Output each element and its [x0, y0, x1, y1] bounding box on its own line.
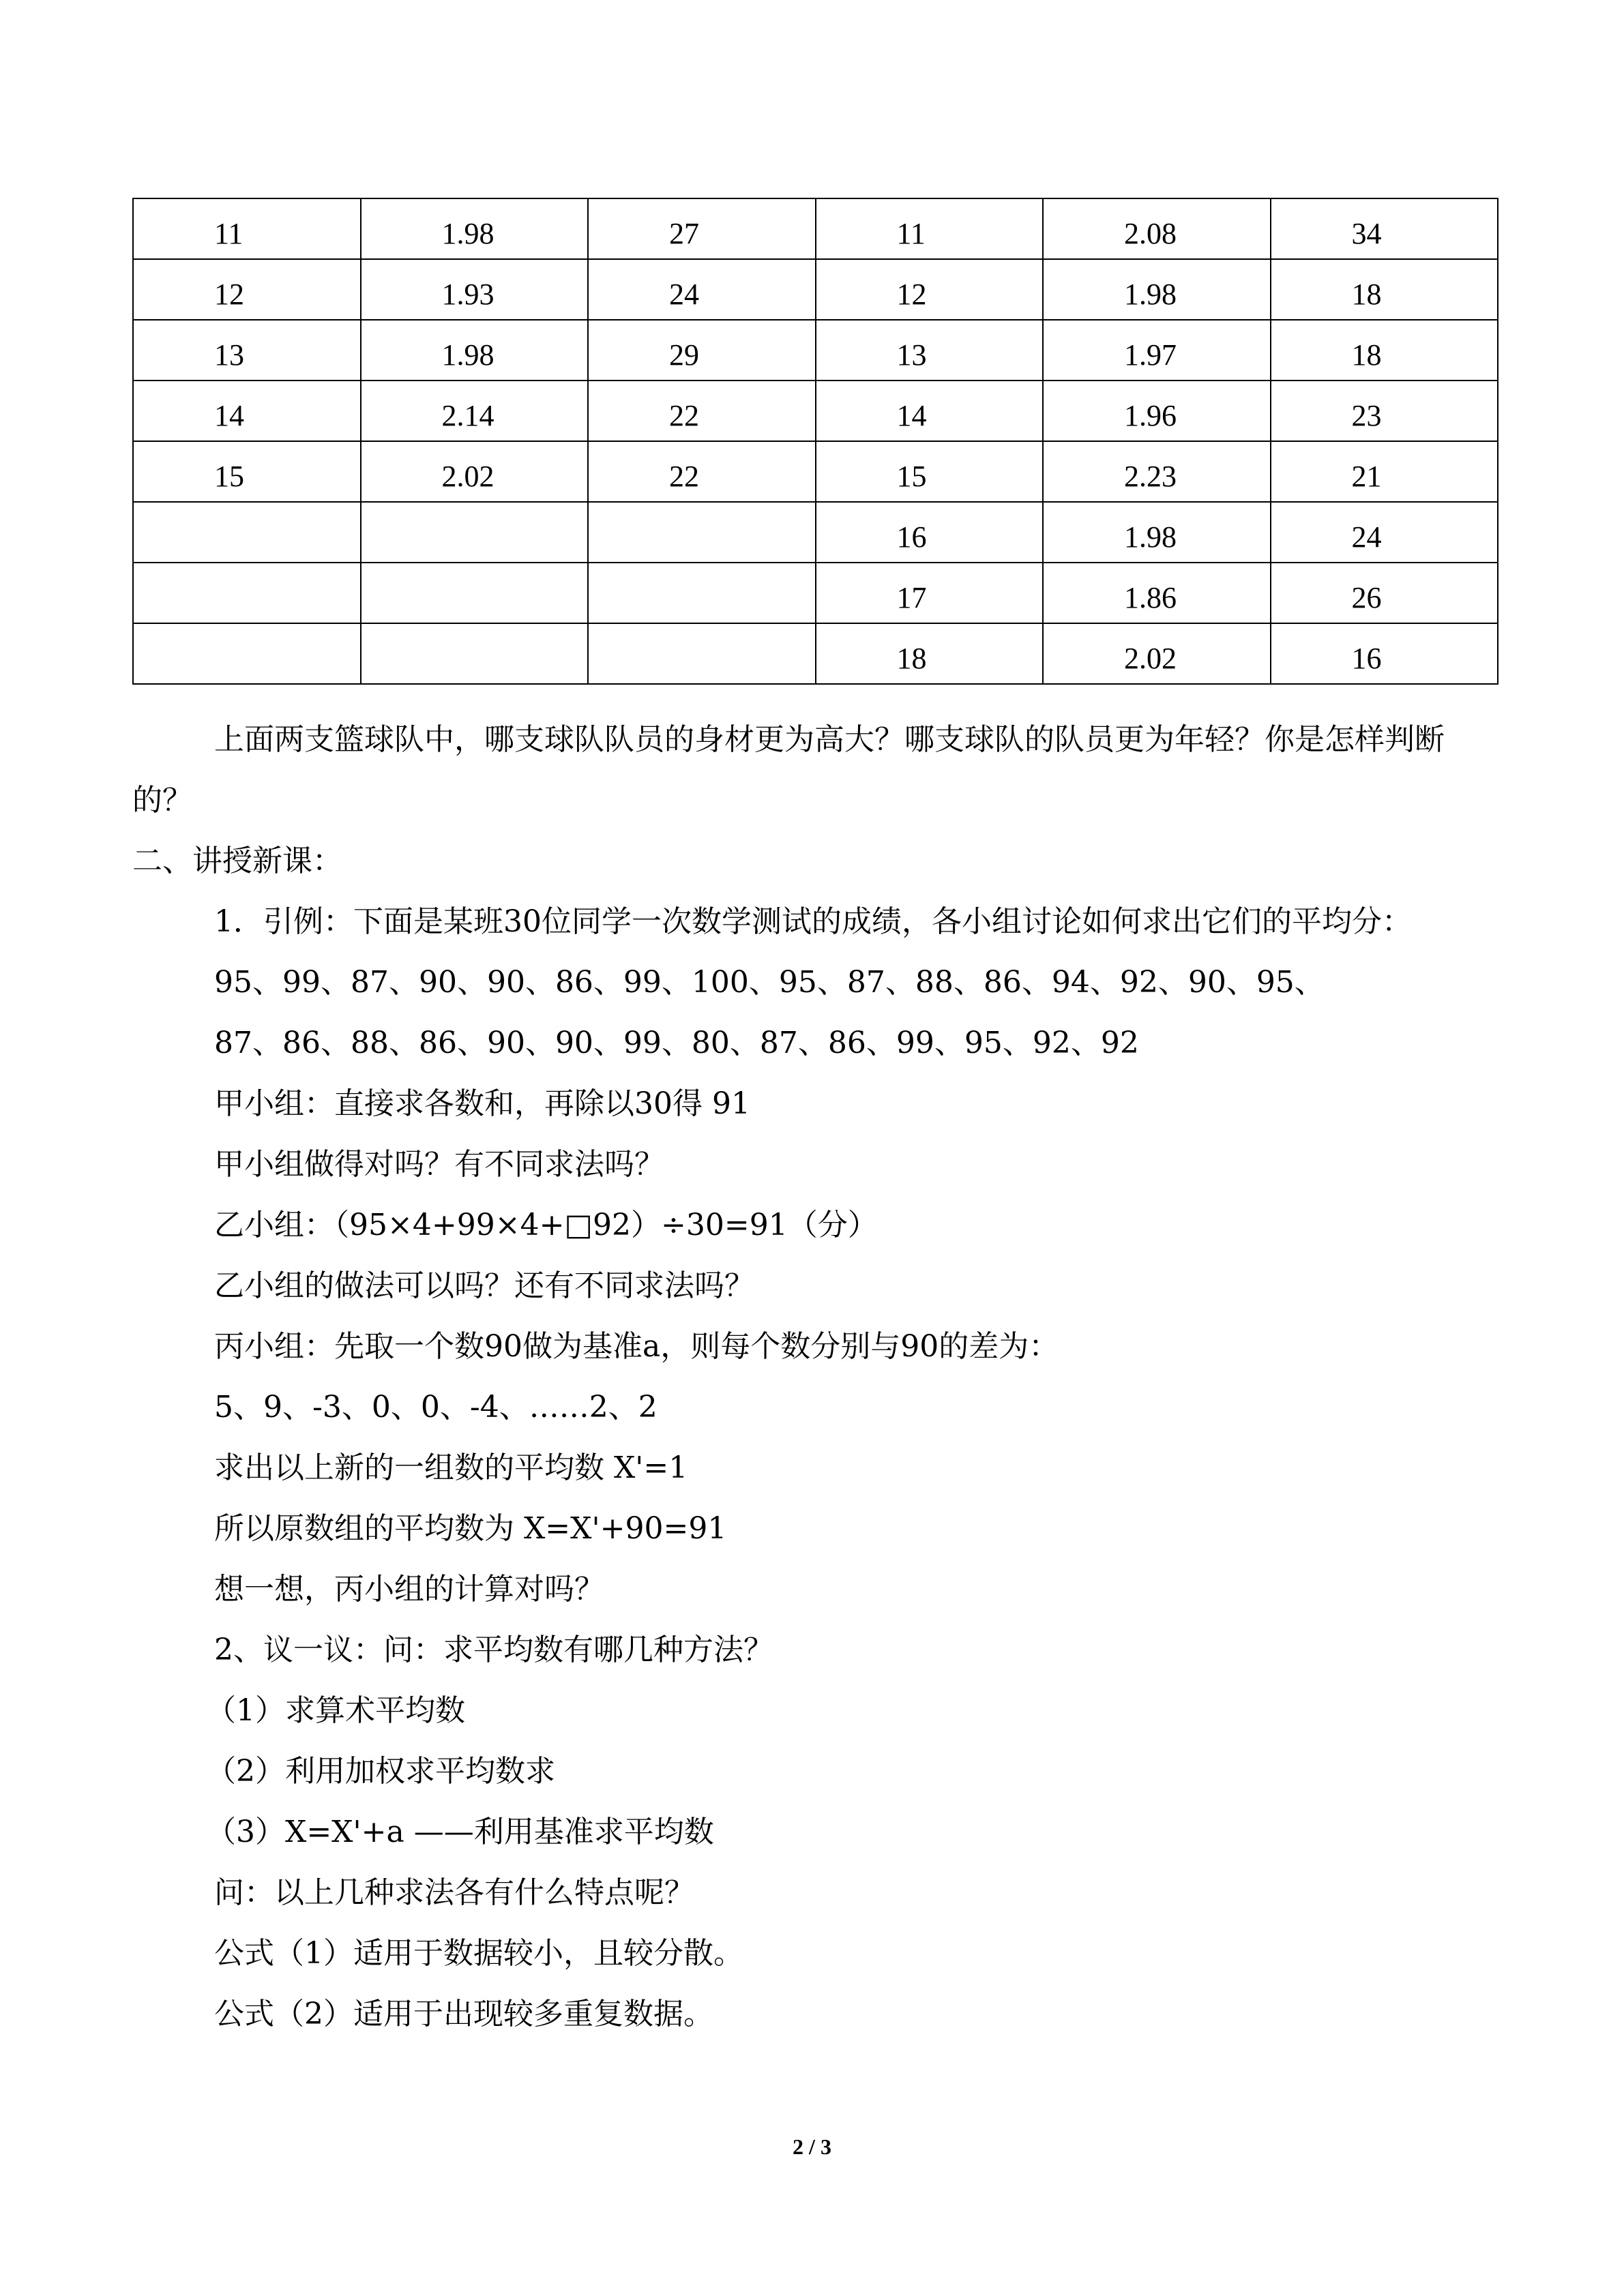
- table-cell: 18: [816, 623, 1044, 684]
- discussion-question: 2、议一议：问：求平均数有哪几种方法？: [214, 1632, 773, 1667]
- data-table-body: [133, 198, 1498, 684]
- paragraph-example: 1．引例：下面是某班30位同学一次数学测试的成绩，各小组讨论如何求出它们的平均分：: [214, 904, 1412, 939]
- differences-line: 5、9、-3、0、0、-4、……2、2: [214, 1390, 658, 1425]
- table-row: [133, 623, 1498, 684]
- table-cell: 12: [816, 259, 1044, 320]
- table-cell: 11: [816, 198, 1044, 259]
- table-cell: 1.96: [1043, 381, 1271, 441]
- group-b-method: 乙小组：（95×4+99×4+□92）÷30=91（分）: [214, 1208, 878, 1242]
- table-cell: 12: [133, 259, 361, 320]
- original-mean-line: 所以原数组的平均数为 X=X'+90=91: [214, 1511, 727, 1546]
- table-cell: 2.08: [1043, 198, 1271, 259]
- table-cell: 2.02: [361, 441, 589, 502]
- scores-line-2: 87、86、88、86、90、90、99、80、87、86、99、95、92、92: [214, 1026, 1139, 1060]
- method-3: （3）X=X'+a ——利用基准求平均数: [206, 1815, 714, 1849]
- table-cell: 2.23: [1043, 441, 1271, 502]
- table-cell: [133, 502, 361, 563]
- table-cell: 13: [816, 320, 1044, 381]
- table-cell: 2.02: [1043, 623, 1271, 684]
- table-cell: 23: [1271, 381, 1498, 441]
- formula-2-note: 公式（2）适用于出现较多重复数据。: [214, 1997, 713, 2031]
- table-cell: [133, 623, 361, 684]
- table-cell: [361, 502, 589, 563]
- table-cell: 16: [1271, 623, 1498, 684]
- table-cell: 22: [588, 441, 816, 502]
- data-table: [132, 198, 1498, 685]
- group-c-method: 丙小组：先取一个数90做为基准a，则每个数分别与90的差为：: [214, 1329, 1059, 1364]
- table-cell: 1.98: [361, 198, 589, 259]
- table-cell: 29: [588, 320, 816, 381]
- table-cell: 1.98: [1043, 502, 1271, 563]
- table-row: [133, 441, 1498, 502]
- table-cell: 24: [1271, 502, 1498, 563]
- table-cell: 21: [1271, 441, 1498, 502]
- table-cell: 1.98: [361, 320, 589, 381]
- new-mean-line: 求出以上新的一组数的平均数 X'=1: [214, 1450, 688, 1485]
- table-cell: [133, 563, 361, 623]
- table-cell: 17: [816, 563, 1044, 623]
- table-row: [133, 563, 1498, 623]
- table-cell: [588, 502, 816, 563]
- table-cell: 18: [1271, 320, 1498, 381]
- method-2: （2）利用加权求平均数求: [206, 1754, 555, 1789]
- scores-line-1: 95、99、87、90、90、86、99、100、95、87、88、86、94、92、90、95、: [214, 965, 1325, 1000]
- group-c-question: 想一想，丙小组的计算对吗？: [214, 1572, 604, 1607]
- group-a-method: 甲小组：直接求各数和，再除以30得 91: [214, 1086, 750, 1121]
- table-cell: 18: [1271, 259, 1498, 320]
- table-cell: [588, 623, 816, 684]
- table-cell: 15: [133, 441, 361, 502]
- table-cell: 26: [1271, 563, 1498, 623]
- table-cell: 14: [133, 381, 361, 441]
- table-cell: 13: [133, 320, 361, 381]
- table-cell: 14: [816, 381, 1044, 441]
- table-cell: 16: [816, 502, 1044, 563]
- group-a-question: 甲小组做得对吗？有不同求法吗？: [214, 1147, 664, 1182]
- table-row: [133, 320, 1498, 381]
- section-heading: 二、讲授新课：: [132, 844, 342, 878]
- table-cell: 1.97: [1043, 320, 1271, 381]
- table-cell: 1.86: [1043, 563, 1271, 623]
- method-1: （1）求算术平均数: [206, 1693, 465, 1728]
- table-cell: 2.14: [361, 381, 589, 441]
- table-row: [133, 198, 1498, 259]
- table-cell: 22: [588, 381, 816, 441]
- table-cell: [361, 563, 589, 623]
- paragraph-question: 上面两支篮球队中，哪支球队队员的身材更为高大？哪支球队的队员更为年轻？你是怎样判断的？: [132, 722, 1445, 818]
- body-text: [132, 709, 1498, 2044]
- table-cell: [588, 563, 816, 623]
- features-question: 问：以上几种求法各有什么特点呢？: [214, 1875, 694, 1910]
- table-cell: 1.93: [361, 259, 589, 320]
- table-row: [133, 381, 1498, 441]
- table-cell: 34: [1271, 198, 1498, 259]
- page-number: 2 / 3: [793, 2134, 831, 2159]
- table-row: [133, 502, 1498, 563]
- table-row: [133, 259, 1498, 320]
- table-cell: 24: [588, 259, 816, 320]
- table-cell: 27: [588, 198, 816, 259]
- formula-1-note: 公式（1）适用于数据较小，且较分散。: [214, 1936, 743, 1971]
- table-cell: [361, 623, 589, 684]
- table-cell: 15: [816, 441, 1044, 502]
- table-cell: 11: [133, 198, 361, 259]
- table-cell: 1.98: [1043, 259, 1271, 320]
- group-b-question: 乙小组的做法可以吗？还有不同求法吗？: [214, 1268, 754, 1303]
